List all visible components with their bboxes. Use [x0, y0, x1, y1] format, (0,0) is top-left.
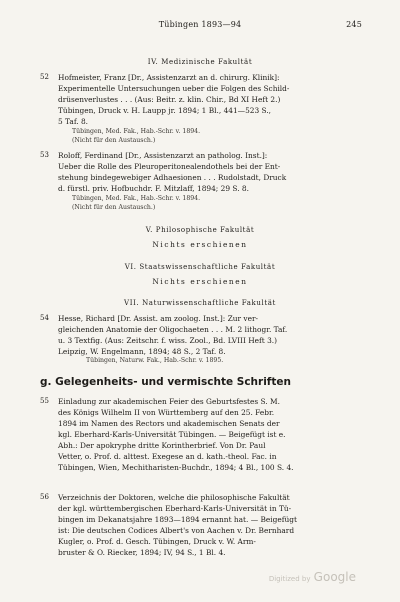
entry-53-line-3: stehung bindegewebiger Adhaesionen . . . Rudolstadt, Druck	[58, 173, 287, 182]
entry-55-line-6: Vetter, o. Prof. d. alttest. Exegese an d. kath.-theol. Fac. in	[58, 452, 277, 461]
entry-54-line-4: Leipzig, W. Engelmann, 1894; 48 S., 2 Taf. 8.	[58, 347, 226, 356]
section-heading-medizin: IV. Medizinische Fakultät	[147, 58, 253, 66]
entry-55-line-3: 1894 im Namen des Rectors und akademischen Senats der	[58, 419, 280, 428]
watermark-prefix: Digitized by	[268, 575, 311, 583]
entry-55-line-4: kgl. Eberhard-Karls-Universität Tübingen. — Beigefügt ist e.	[58, 430, 286, 439]
section-status-staatswiss: Nichts erschienen	[152, 277, 248, 286]
section-heading-philosophie: V. Philosophische Fakultät	[145, 226, 255, 234]
page-number: 245	[346, 20, 362, 29]
entry-54-line-3: u. 3 Textfig. (Aus: Zeitschr. f. wiss. Zool., Bd. LVIII Heft 3.)	[58, 336, 278, 345]
entry-52-line-4: Tübingen, Druck v. H. Laupp jr. 1894; 1 Bl., 441—523 S.,	[58, 106, 272, 115]
entry-56-line-3: bingen im Dekanatsjahre 1893—1894 ernannt hat. — Beigefügt	[58, 515, 297, 524]
entry-53-note-2: (Nicht für den Austausch.)	[72, 204, 156, 211]
entry-52-line-2: Experimentelle Untersuchungen ueber die Folgen des Schild-	[58, 84, 290, 93]
entry-52-line-1: Hofmeister, Franz [Dr., Assistenzarzt an d. chirurg. Klinik]:	[58, 73, 280, 82]
chapter-heading: g. Gelegenheits- und vermischte Schriften	[40, 376, 291, 388]
watermark-brand: Google	[313, 570, 356, 584]
section-status-philosophie: Nichts erschienen	[152, 240, 248, 249]
entry-number-53: 53	[40, 151, 49, 159]
entry-53-line-1: Roloff, Ferdinand [Dr., Assistenzarzt an patholog. Inst.]:	[58, 151, 268, 160]
entry-52-line-3: drüsenverlustes . . . (Aus: Beitr. z. klin. Chir., Bd XI Heft 2.)	[58, 95, 281, 104]
entry-55-line-1: Einladung zur akademischen Feier des Geburtsfestes S. M.	[58, 397, 280, 406]
section-heading-staatswiss: VI. Staatswissenschaftliche Fakultät	[124, 263, 276, 271]
entry-number-52: 52	[40, 73, 49, 81]
google-watermark	[269, 570, 356, 584]
entry-55-line-7: Tübingen, Wien, Mechitharisten-Buchdr., 1894; 4 Bl., 100 S. 4.	[58, 463, 294, 472]
entry-56-line-1: Verzeichnis der Doktoren, welche die philosophische Fakultät	[58, 493, 290, 502]
entry-55-line-2: des Königs Wilhelm II von Württemberg auf den 25. Febr.	[58, 408, 275, 417]
entry-56-line-4: ist: Die deutschen Codices Albert's von Aachen v. Dr. Bernhard	[58, 526, 295, 535]
entry-52-note-2: (Nicht für den Austausch.)	[72, 137, 156, 144]
entry-56-line-2: der kgl. württembergischen Eberhard-Karls-Universität in Tü-	[58, 504, 292, 513]
entry-53-note-1: Tübingen, Med. Fak., Hab.-Schr. v. 1894.	[72, 195, 201, 202]
entry-52-note-1: Tübingen, Med. Fak., Hab.-Schr. v. 1894.	[72, 128, 201, 135]
section-heading-naturwiss: VII. Naturwissenschaftliche Fakultät	[124, 299, 276, 307]
entry-56-line-6: bruster & O. Riecker, 1894; IV, 94 S., 1 Bl. 4.	[58, 548, 226, 557]
entry-number-54: 54	[40, 314, 49, 322]
entry-54-line-1: Hesse, Richard [Dr. Assist. am zoolog. Inst.]: Zur ver-	[58, 314, 258, 323]
entry-53-line-2: Ueber die Rolle des Pleuroperitonealendothels bei der Ent-	[58, 162, 281, 171]
entry-53-line-4: d. fürstl. priv. Hofbuchdr. F. Mitzlaff, 1894; 29 S. 8.	[58, 184, 249, 193]
entry-number-55: 55	[40, 397, 49, 405]
entry-55-line-5: Abh.: Der apokryphe dritte Korintherbrief. Von Dr. Paul	[58, 441, 266, 450]
entry-54-line-2: gleichenden Anatomie der Oligochaeten . . . M. 2 lithogr. Taf.	[58, 325, 288, 334]
entry-52-line-5: 5 Taf. 8.	[58, 117, 89, 126]
running-header-title: Tübingen 1893—94	[158, 20, 242, 29]
entry-number-56: 56	[40, 493, 49, 501]
entry-54-note-1: Tübingen, Naturw. Fak., Hab.-Schr. v. 1895.	[86, 357, 224, 364]
entry-56-line-5: Kugler, o. Prof. d. Gesch. Tübingen, Druck v. W. Arm-	[58, 537, 256, 546]
